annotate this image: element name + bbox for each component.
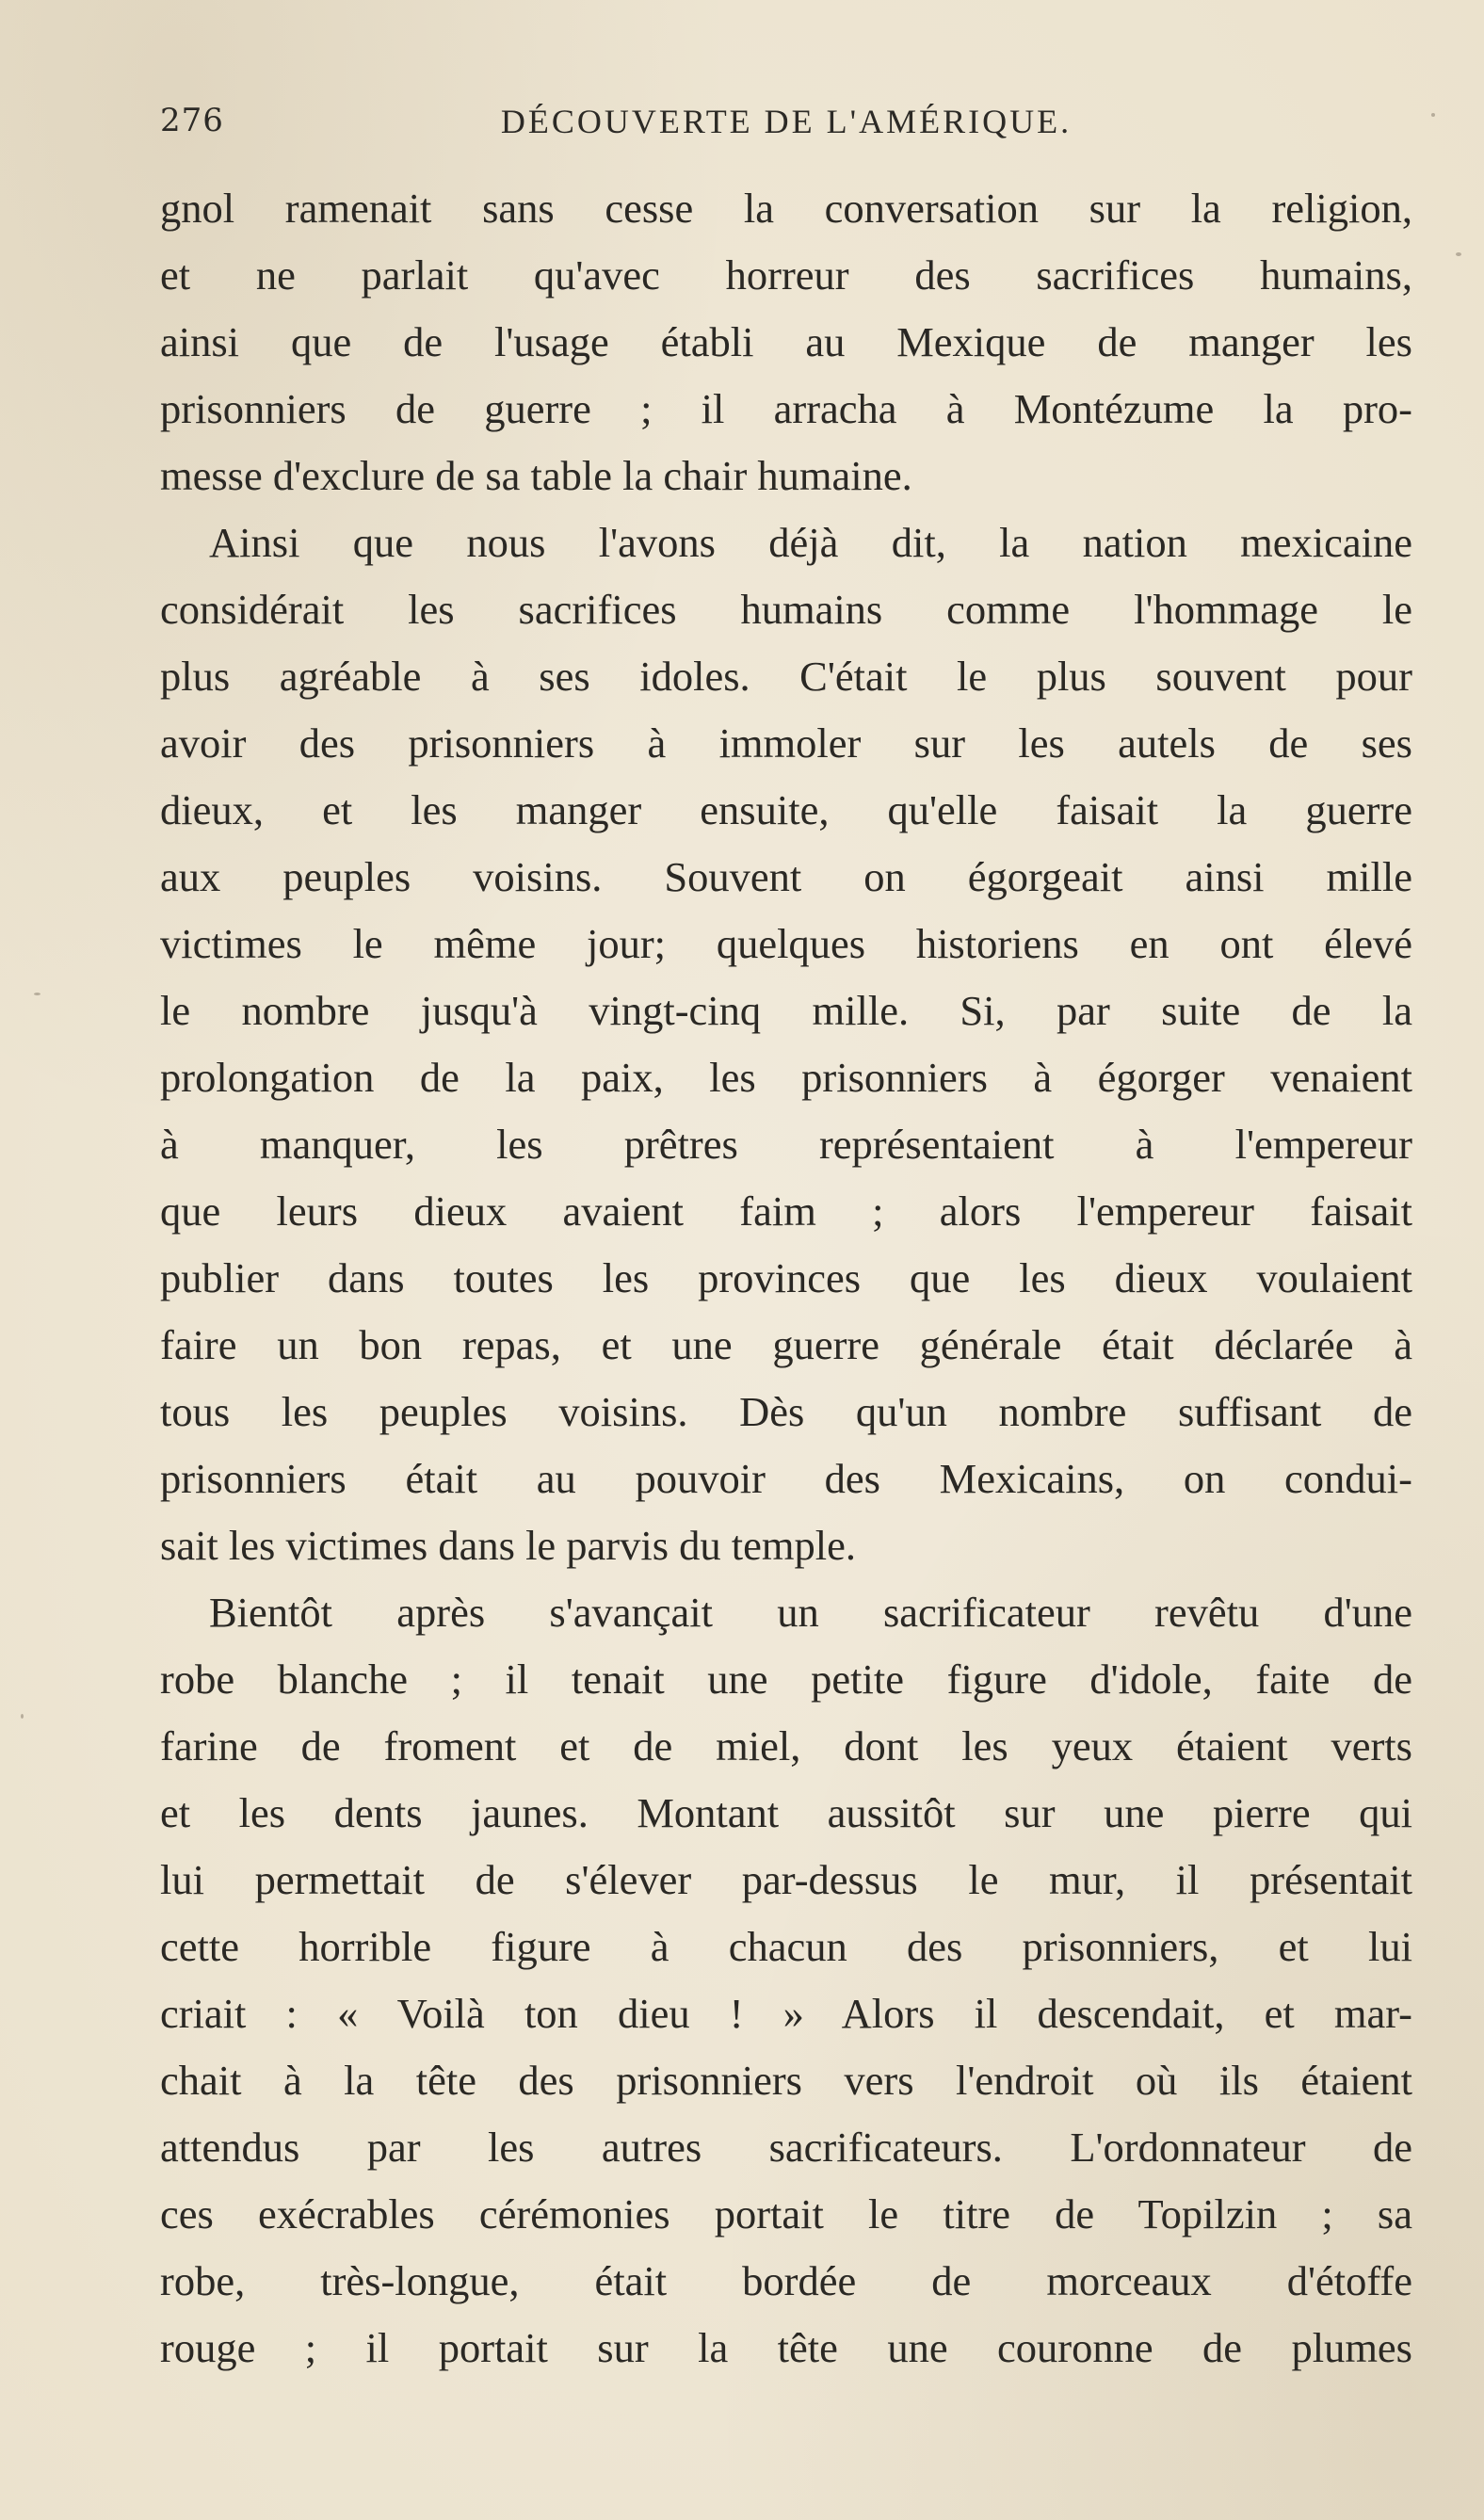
text-line: cette horrible figure à chacun des prisonniers, et lui <box>160 1923 1412 1970</box>
text-line: publier dans toutes les provinces que les dieux voulaient <box>160 1254 1412 1301</box>
text-line: et les dents jaunes. Montant aussitôt sur une pierre qui <box>160 1789 1412 1836</box>
text-line: prisonniers était au pouvoir des Mexicains, on condui- <box>160 1455 1412 1502</box>
text-line: chait à la tête des prisonniers vers l'endroit où ils étaient <box>160 2057 1412 2104</box>
text-line: dieux, et les manger ensuite, qu'elle faisait la guerre <box>160 786 1412 833</box>
text-line: plus agréable à ses idoles. C'était le plus souvent pour <box>160 653 1412 700</box>
text-line: robe blanche ; il tenait une petite figure d'idole, faite de <box>160 1656 1412 1703</box>
text-line: prolongation de la paix, les prisonniers à égorger venaient <box>160 1054 1412 1101</box>
text-line: victimes le même jour; quelques historiens en ont élevé <box>160 920 1412 967</box>
text-line: farine de froment et de miel, dont les yeux étaient verts <box>160 1722 1412 1769</box>
text-line: que leurs dieux avaient faim ; alors l'empereur faisait <box>160 1187 1412 1235</box>
text-line: et ne parlait qu'avec horreur des sacrifices humains, <box>160 251 1412 299</box>
text-line: gnol ramenait sans cesse la conversation sur la religion, <box>160 185 1412 232</box>
body-text <box>160 175 1412 2382</box>
text-line: sait les victimes dans le parvis du temple. <box>160 1522 857 1569</box>
text-line: attendus par les autres sacrificateurs. L'ordonnateur de <box>160 2124 1412 2171</box>
text-line: Ainsi que nous l'avons déjà dit, la nation mexicaine <box>209 519 1412 566</box>
text-line: tous les peuples voisins. Dès qu'un nombre suffisant de <box>160 1388 1412 1435</box>
text-line: à manquer, les prêtres représentaient à l'empereur <box>160 1121 1412 1168</box>
text-line: messe d'exclure de sa table la chair humaine. <box>160 452 912 499</box>
paper-speck <box>21 1714 24 1719</box>
text-line: robe, très-longue, était bordée de morceaux d'étoffe <box>160 2257 1412 2304</box>
paper-speck <box>1456 252 1461 256</box>
text-line: faire un bon repas, et une guerre générale était déclarée à <box>160 1321 1412 1368</box>
text-line: ces exécrables cérémonies portait le titre de Topilzin ; sa <box>160 2190 1412 2237</box>
text-line: considérait les sacrifices humains comme l'hommage le <box>160 586 1412 633</box>
text-line: criait : « Voilà ton dieu ! » Alors il descendait, et mar- <box>160 1990 1412 2037</box>
paper-speck <box>34 993 40 995</box>
page-header <box>160 94 1412 151</box>
text-line: Bientôt après s'avançait un sacrificateur revêtu d'une <box>209 1589 1412 1636</box>
text-line: prisonniers de guerre ; il arracha à Montézume la pro- <box>160 385 1412 432</box>
running-title: DÉCOUVERTE DE L'AMÉRIQUE. <box>500 103 1073 140</box>
text-line: rouge ; il portait sur la tête une couronne de plumes <box>160 2324 1412 2371</box>
page-number: 276 <box>160 102 224 139</box>
paper-speck <box>1431 113 1435 117</box>
text-line: avoir des prisonniers à immoler sur les autels de ses <box>160 719 1412 767</box>
text-line: lui permettait de s'élever par-dessus le mur, il présentait <box>160 1856 1412 1903</box>
text-line: aux peuples voisins. Souvent on égorgeait ainsi mille <box>160 853 1412 900</box>
text-line: le nombre jusqu'à vingt-cinq mille. Si, par suite de la <box>160 987 1412 1034</box>
text-line: ainsi que de l'usage établi au Mexique de manger les <box>160 318 1412 365</box>
